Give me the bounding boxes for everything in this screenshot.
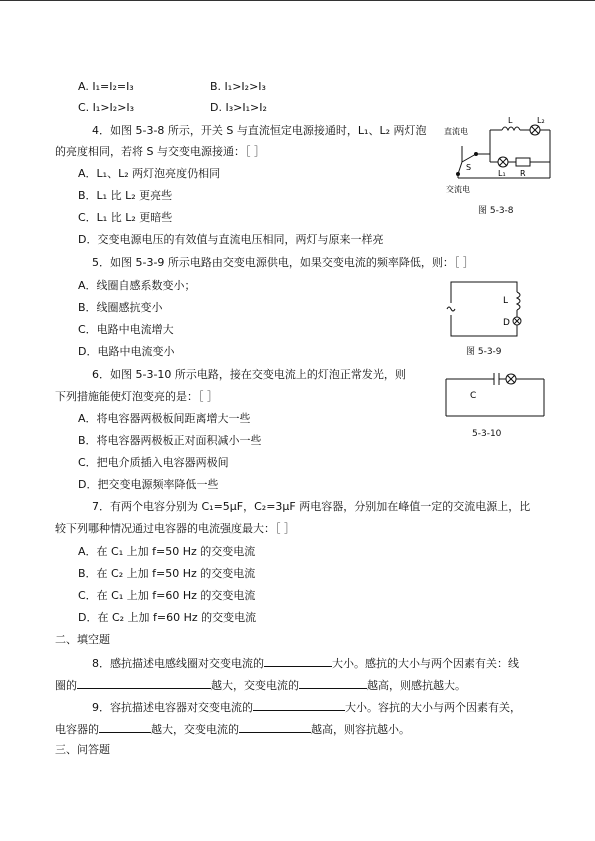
fig9-lamp-label: D	[503, 318, 510, 328]
q6-stem-line2: 下列措施能使灯泡变亮的是：［ ］	[55, 390, 218, 403]
q8-blank-1[interactable]	[264, 655, 332, 667]
q9-line2	[55, 721, 410, 737]
fig10-capacitor-label: C	[470, 391, 477, 401]
q9-text-3: 电容器的	[55, 723, 99, 736]
fig8-inductor-label: L	[508, 116, 513, 125]
fig8-lamp1-label: L₁	[498, 169, 506, 178]
q6-option-d: D．把交变电源频率降低一些	[78, 478, 219, 491]
fig8-dc-label: 直流电	[444, 127, 468, 136]
section-qa-heading: 三、问答题	[55, 743, 110, 756]
q8-text-2: 大小。感抗的大小与两个因素有关：线	[332, 657, 519, 670]
q5-stem: 5．如图 5-3-9 所示电路由交变电源供电，如果交变电流的频率降低，则：［ ］	[92, 256, 474, 269]
q8-line2	[55, 677, 466, 693]
q7-stem-line1: 7．有两个电容分别为 C₁=5μF，C₂=3μF 两电容器，分别加在峰值一定的交流电源上，比	[92, 500, 531, 513]
q8-text-4: 越大，交变电流的	[211, 679, 299, 692]
prev-option-c: C. I₁>I₂>I₃	[78, 101, 135, 114]
fig9-inductor-label: L	[503, 296, 509, 306]
section-fill-in-heading: 二、填空题	[55, 633, 110, 646]
q7-stem-line2: 较下列哪种情况通过电容器的电流强度最大：［ ］	[55, 522, 295, 535]
fig8-resistor-label: R	[520, 169, 526, 178]
figure-5-3-9-caption: 图 5-3-9	[466, 347, 502, 357]
q9-text-4: 越大，交变电流的	[151, 723, 239, 736]
q8-text-1: 8．感抗描述电感线圈对交变电流的	[92, 657, 264, 670]
q9-line1	[92, 699, 521, 715]
q8-text-5: 越高，则感抗越大。	[367, 679, 466, 692]
q8-blank-3[interactable]	[299, 677, 367, 689]
q7-option-d: D．在 C₂ 上加 f=60 Hz 的交变电流	[78, 611, 257, 624]
q8-text-3: 圈的	[55, 679, 77, 692]
q9-blank-3[interactable]	[239, 721, 311, 733]
q6-option-c: C．把电介质插入电容器两极间	[78, 456, 229, 469]
figure-5-3-9	[445, 278, 525, 342]
fig8-ac-label: 交流电	[446, 185, 470, 194]
q4-stem-line2: 的亮度相同，若将 S 与交变电源接通：［ ］	[55, 145, 265, 158]
fig8-lamp2-label: L₂	[537, 116, 545, 125]
prev-option-b: B. I₁>I₂>I₃	[210, 80, 266, 93]
q7-option-c: C．在 C₁ 上加 f=60 Hz 的交变电流	[78, 589, 256, 602]
q4-option-b: B．L₁ 比 L₂ 更亮些	[78, 189, 173, 202]
q9-text-2: 大小。容抗的大小与两个因素有关，	[345, 701, 521, 714]
figure-5-3-8-caption: 图 5-3-8	[478, 206, 514, 216]
q9-blank-1[interactable]	[253, 699, 345, 711]
top-border	[0, 0, 595, 1]
q7-option-b: B．在 C₂ 上加 f=50 Hz 的交变电流	[78, 567, 256, 580]
prev-option-d: D. I₃>I₁>I₂	[210, 101, 267, 114]
q6-option-b: B．将电容器两极板正对面积减小一些	[78, 434, 262, 447]
q5-option-a: A．线圈自感系数变小；	[78, 279, 196, 292]
q9-text-5: 越高，则容抗越小。	[311, 723, 410, 736]
q5-option-d: D．电路中电流变小	[78, 345, 175, 358]
q4-stem-line1: 4．如图 5-3-8 所示，开关 S 与直流恒定电源接通时，L₁、L₂ 两灯泡	[92, 124, 427, 137]
q8-blank-2[interactable]	[77, 677, 211, 689]
q9-blank-2[interactable]	[99, 721, 151, 733]
figure-5-3-10-caption: 5-3-10	[472, 429, 502, 439]
q4-option-d: D．交变电源电压的有效值与直流电压相同，两灯与原来一样亮	[78, 233, 384, 246]
fig8-switch-label: S	[466, 163, 472, 172]
q8-line1	[92, 655, 519, 671]
q6-stem-line1: 6．如图 5-3-10 所示电路，接在交变电流上的灯泡正常发光，则	[92, 368, 406, 381]
q4-option-a: A．L₁、L₂ 两灯泡亮度仍相同	[78, 167, 221, 180]
q5-option-c: C．电路中电流增大	[78, 323, 174, 336]
figure-5-3-8	[438, 112, 568, 202]
q9-text-1: 9．容抗描述电容器对交变电流的	[92, 701, 253, 714]
prev-option-a: A. I₁=I₂=I₃	[78, 80, 134, 93]
q5-option-b: B．线圈感抗变小	[78, 301, 163, 314]
q7-option-a: A．在 C₁ 上加 f=50 Hz 的交变电流	[78, 545, 256, 558]
figure-5-3-10	[440, 370, 550, 422]
q4-option-c: C．L₁ 比 L₂ 更暗些	[78, 211, 173, 224]
q6-option-a: A．将电容器两极板间距离增大一些	[78, 412, 251, 425]
